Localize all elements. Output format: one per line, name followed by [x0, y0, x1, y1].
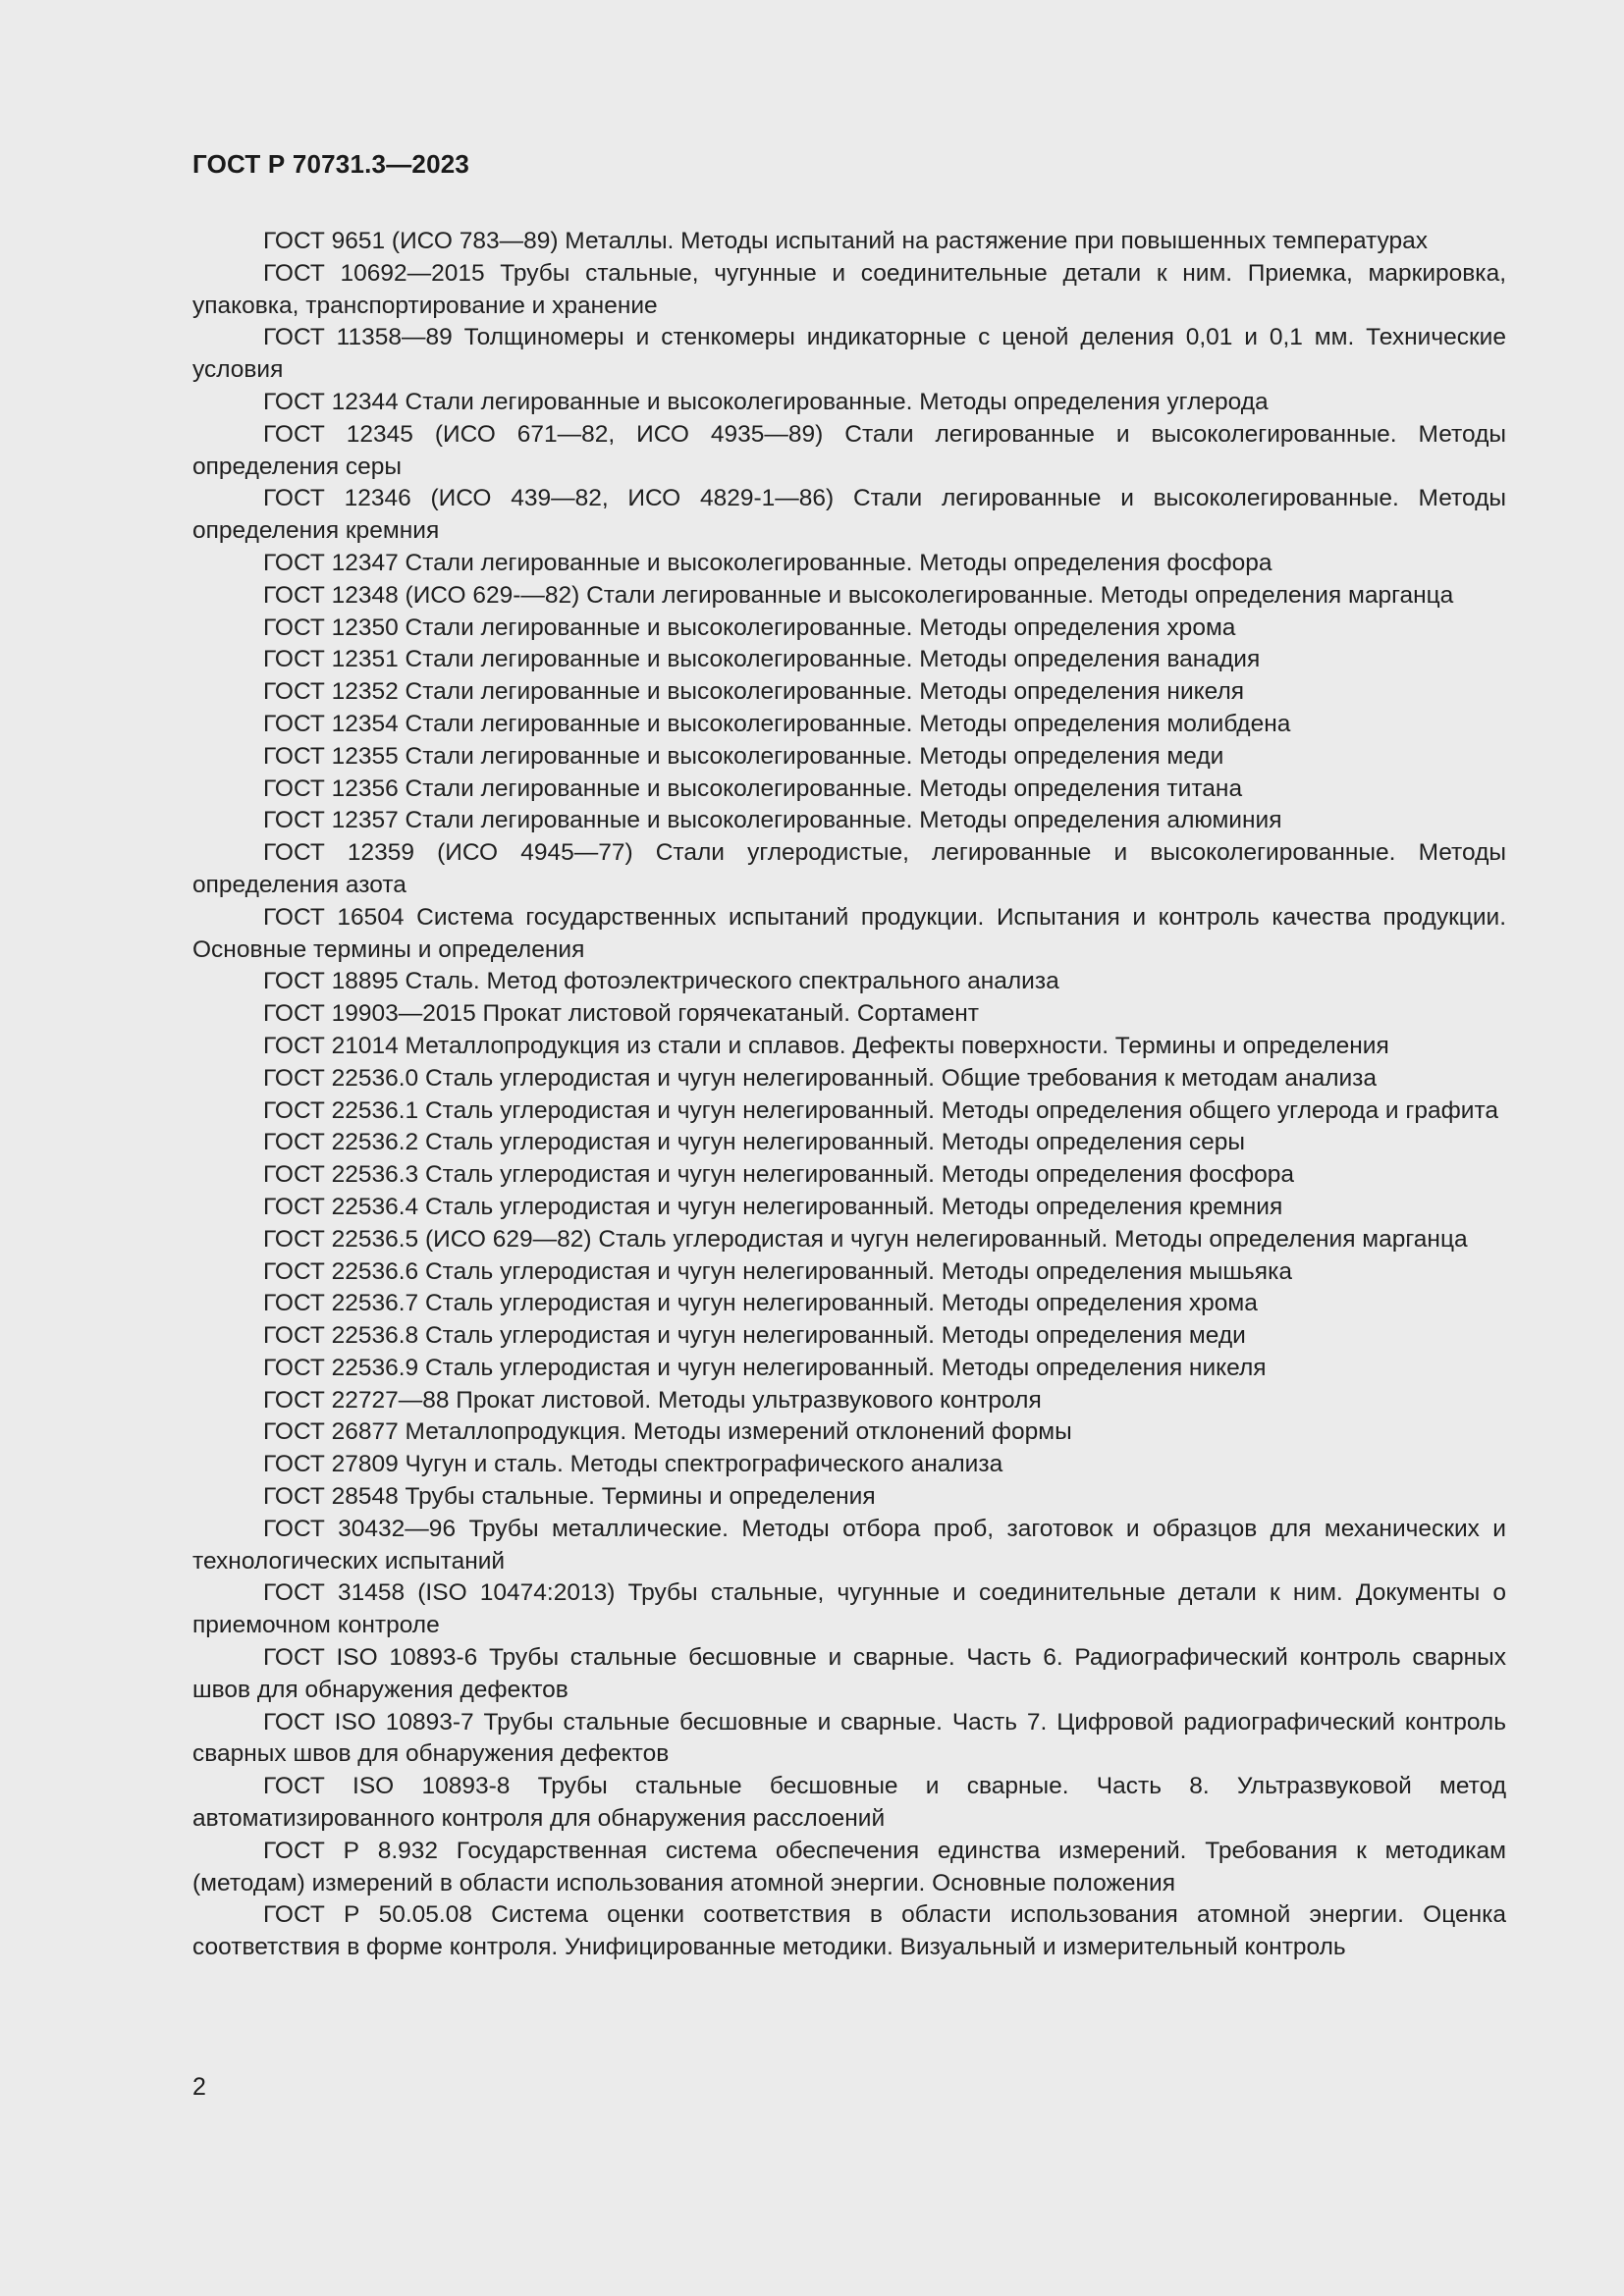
reference-entry: ГОСТ 12355 Стали легированные и высоколегированные. Методы определения меди	[263, 742, 1224, 770]
reference-entry: ГОСТ ISO 10893-7 Трубы стальные бесшовные и сварные. Часть 7. Цифровой радиографический контроль сварных швов для обнаружения дефектов	[192, 1708, 1506, 1768]
page-number: 2	[192, 2073, 206, 2101]
reference-entry: ГОСТ 22536.4 Сталь углеродистая и чугун нелегированный. Методы определения кремния	[263, 1193, 1283, 1220]
reference-entry: ГОСТ 22727—88 Прокат листовой. Методы ультразвукового контроля	[263, 1386, 1042, 1414]
reference-entry: ГОСТ 9651 (ИСО 783—89) Металлы. Методы испытаний на растяжение при повышенных температурах	[263, 228, 1429, 254]
reference-entry: ГОСТ 12344 Стали легированные и высоколегированные. Методы определения углерода	[263, 388, 1269, 415]
reference-entry: ГОСТ ISO 10893-6 Трубы стальные бесшовные и сварные. Часть 6. Радиографический контроль сварных швов для обнаружения дефектов	[192, 1644, 1506, 1703]
reference-entry: ГОСТ 22536.0 Сталь углеродистая и чугун нелегированный. Общие требования к методам анализа	[263, 1064, 1378, 1092]
reference-entry: ГОСТ 22536.1 Сталь углеродистая и чугун нелегированный. Методы определения общего углерода и графита	[263, 1096, 1499, 1124]
reference-entry: ГОСТ 22536.8 Сталь углеродистая и чугун нелегированный. Методы определения меди	[263, 1322, 1246, 1350]
reference-entry: ГОСТ 26877 Металлопродукция. Методы измерений отклонений формы	[263, 1418, 1072, 1446]
reference-entry: ГОСТ 12346 (ИСО 439—82, ИСО 4829-1—86) Стали легированные и высоколегированные. Методы определения кремния	[192, 485, 1506, 545]
document-header-title: ГОСТ Р 70731.3—2023	[192, 149, 470, 179]
reference-entry: ГОСТ 12345 (ИСО 671—82, ИСО 4935—89) Стали легированные и высоколегированные. Методы определения серы	[192, 420, 1506, 480]
reference-entry: ГОСТ 19903—2015 Прокат листовой горячекатаный. Сортамент	[263, 1000, 980, 1028]
reference-entry: ГОСТ 12350 Стали легированные и высоколегированные. Методы определения хрома	[263, 614, 1236, 641]
reference-entry: ГОСТ 12352 Стали легированные и высоколегированные. Методы определения никеля	[263, 678, 1245, 706]
reference-entry: ГОСТ 28548 Трубы стальные. Термины и определения	[263, 1483, 876, 1511]
reference-entry: ГОСТ Р 8.932 Государственная система обеспечения единства измерений. Требования к методикам (методам) измерений в области использования атомной энергии. Основные положения	[192, 1837, 1506, 1896]
reference-entry: ГОСТ 21014 Металлопродукция из стали и сплавов. Дефекты поверхности. Термины и определения	[263, 1032, 1389, 1059]
reference-entry: ГОСТ 11358—89 Толщиномеры и стенкомеры индикаторные с ценой деления 0,01 и 0,1 мм. Технические условия	[192, 324, 1506, 384]
reference-entry: ГОСТ 22536.5 (ИСО 629—82) Сталь углеродистая и чугун нелегированный. Методы определения марганца	[263, 1225, 1468, 1253]
reference-entry: ГОСТ Р 50.05.08 Система оценки соответствия в области использования атомной энергии. Оценка соответствия в форме контроля. Унифицированные методики. Визуальный и измерительный контроль	[192, 1901, 1506, 1961]
reference-entry: ГОСТ 27809 Чугун и сталь. Методы спектрографического анализа	[263, 1451, 1003, 1478]
reference-entry: ГОСТ 12357 Стали легированные и высоколегированные. Методы определения алюминия	[263, 807, 1282, 834]
reference-entry: ГОСТ 22536.3 Сталь углеродистая и чугун нелегированный. Методы определения фосфора	[263, 1161, 1294, 1189]
reference-entry: ГОСТ 12347 Стали легированные и высоколегированные. Методы определения фосфора	[263, 549, 1272, 576]
reference-entry: ГОСТ 22536.6 Сталь углеродистая и чугун нелегированный. Методы определения мышьяка	[263, 1257, 1292, 1285]
reference-entry: ГОСТ 12351 Стали легированные и высоколегированные. Методы определения ванадия	[263, 646, 1261, 673]
reference-entry: ГОСТ 12356 Стали легированные и высоколегированные. Методы определения титана	[263, 774, 1243, 802]
reference-entry: ГОСТ 22536.9 Сталь углеродистая и чугун нелегированный. Методы определения никеля	[263, 1354, 1267, 1381]
reference-entry: ГОСТ 31458 (ISO 10474:2013) Трубы стальные, чугунные и соединительные детали к ним. Документы о приемочном контроле	[192, 1579, 1506, 1639]
normative-references-list	[192, 226, 1506, 1964]
reference-entry: ГОСТ 10692—2015 Трубы стальные, чугунные и соединительные детали к ним. Приемка, маркировка, упаковка, транспортирование и хранение	[192, 259, 1506, 319]
reference-entry: ГОСТ ISO 10893-8 Трубы стальные бесшовные и сварные. Часть 8. Ультразвуковой метод автоматизированного контроля для обнаружения расслоений	[192, 1773, 1506, 1833]
reference-entry: ГОСТ 12359 (ИСО 4945—77) Стали углеродистые, легированные и высоколегированные. Методы определения азота	[192, 839, 1506, 898]
reference-entry: ГОСТ 30432—96 Трубы металлические. Методы отбора проб, заготовок и образцов для механических и технологических испытаний	[192, 1515, 1506, 1575]
reference-entry: ГОСТ 18895 Сталь. Метод фотоэлектрического спектрального анализа	[263, 968, 1059, 995]
reference-entry: ГОСТ 12348 (ИСО 629-—82) Стали легированные и высоколегированные. Методы определения марганца	[263, 581, 1454, 609]
reference-entry: ГОСТ 22536.2 Сталь углеродистая и чугун нелегированный. Методы определения серы	[263, 1129, 1246, 1156]
reference-entry: ГОСТ 16504 Система государственных испытаний продукции. Испытания и контроль качества продукции. Основные термины и определения	[192, 903, 1506, 963]
reference-entry: ГОСТ 22536.7 Сталь углеродистая и чугун нелегированный. Методы определения хрома	[263, 1290, 1258, 1317]
reference-entry: ГОСТ 12354 Стали легированные и высоколегированные. Методы определения молибдена	[263, 710, 1291, 737]
